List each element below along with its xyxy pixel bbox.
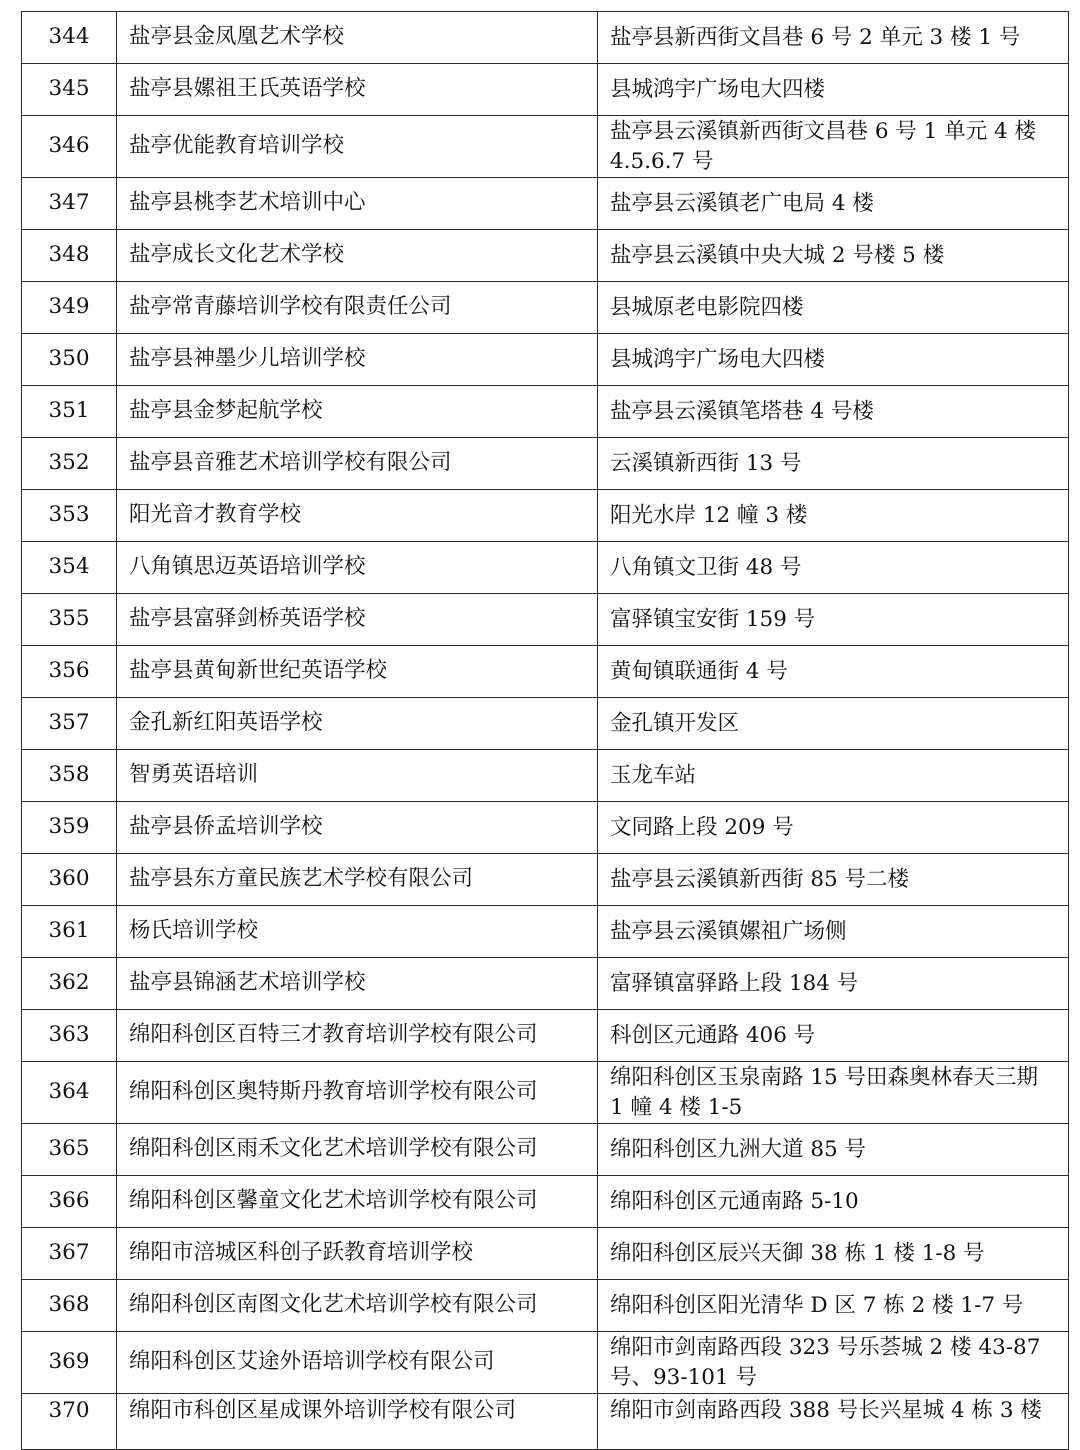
row-number-cell: 359: [22, 802, 117, 854]
address-cell: 金孔镇开发区: [598, 698, 1069, 750]
row-number-cell: 350: [22, 334, 117, 386]
table-row: [22, 1176, 1069, 1228]
school-name-cell: 盐亭县锦涵艺术培训学校: [117, 958, 598, 1010]
table-row: [22, 646, 1069, 698]
table-row: [22, 116, 1069, 178]
address-cell: 阳光水岸 12 幢 3 楼: [598, 490, 1069, 542]
school-name-cell: 绵阳科创区馨童文化艺术培训学校有限公司: [117, 1176, 598, 1228]
school-name-cell: 盐亭县黄甸新世纪英语学校: [117, 646, 598, 698]
address-cell: 盐亭县新西街文昌巷 6 号 2 单元 3 楼 1 号: [598, 12, 1069, 64]
table-row: [22, 64, 1069, 116]
school-name-cell: 盐亭县嫘祖王氏英语学校: [117, 64, 598, 116]
row-number-cell: 347: [22, 178, 117, 230]
table-row: [22, 1332, 1069, 1394]
table-row: [22, 542, 1069, 594]
table-row: [22, 1394, 1069, 1450]
address-cell: 盐亭县云溪镇中央大城 2 号楼 5 楼: [598, 230, 1069, 282]
row-number-cell: 360: [22, 854, 117, 906]
school-name-cell: 杨氏培训学校: [117, 906, 598, 958]
school-name-cell: 绵阳科创区艾途外语培训学校有限公司: [117, 1332, 598, 1394]
address-cell: 绵阳科创区辰兴天御 38 栋 1 楼 1-8 号: [598, 1228, 1069, 1280]
address-cell: 绵阳科创区元通南路 5-10: [598, 1176, 1069, 1228]
row-number-cell: 361: [22, 906, 117, 958]
table-row: [22, 1010, 1069, 1062]
table-row: [22, 854, 1069, 906]
address-cell: 八角镇文卫街 48 号: [598, 542, 1069, 594]
address-cell: 盐亭县云溪镇老广电局 4 楼: [598, 178, 1069, 230]
table-row: [22, 438, 1069, 490]
address-cell: 文同路上段 209 号: [598, 802, 1069, 854]
table-row: [22, 490, 1069, 542]
address-cell: 绵阳科创区九洲大道 85 号: [598, 1124, 1069, 1176]
address-cell: 绵阳科创区玉泉南路 15 号田森奥林春天三期 1 幢 4 楼 1-5: [598, 1062, 1069, 1124]
row-number-cell: 366: [22, 1176, 117, 1228]
address-cell: 县城原老电影院四楼: [598, 282, 1069, 334]
address-cell: 县城鸿宇广场电大四楼: [598, 64, 1069, 116]
address-cell: 绵阳市剑南路西段 388 号长兴星城 4 栋 3 楼: [598, 1394, 1069, 1450]
school-name-cell: 盐亭常青藤培训学校有限责任公司: [117, 282, 598, 334]
row-number-cell: 369: [22, 1332, 117, 1394]
row-number-cell: 356: [22, 646, 117, 698]
table-row: [22, 802, 1069, 854]
school-name-cell: 盐亭成长文化艺术学校: [117, 230, 598, 282]
school-name-cell: 盐亭县侨孟培训学校: [117, 802, 598, 854]
row-number-cell: 364: [22, 1062, 117, 1124]
table-row: [22, 230, 1069, 282]
school-name-cell: 绵阳科创区雨禾文化艺术培训学校有限公司: [117, 1124, 598, 1176]
school-name-cell: 绵阳科创区百特三才教育培训学校有限公司: [117, 1010, 598, 1062]
school-name-cell: 绵阳科创区南图文化艺术培训学校有限公司: [117, 1280, 598, 1332]
table-row: [22, 334, 1069, 386]
address-cell: 盐亭县云溪镇嫘祖广场侧: [598, 906, 1069, 958]
row-number-cell: 362: [22, 958, 117, 1010]
address-cell: 富驿镇宝安街 159 号: [598, 594, 1069, 646]
address-cell: 盐亭县云溪镇笔塔巷 4 号楼: [598, 386, 1069, 438]
address-cell: 盐亭县云溪镇新西街文昌巷 6 号 1 单元 4 楼 4.5.6.7 号: [598, 116, 1069, 178]
row-number-cell: 346: [22, 116, 117, 178]
row-number-cell: 344: [22, 12, 117, 64]
row-number-cell: 351: [22, 386, 117, 438]
school-name-cell: 盐亭县音雅艺术培训学校有限公司: [117, 438, 598, 490]
table-row: [22, 958, 1069, 1010]
table-row: [22, 12, 1069, 64]
row-number-cell: 357: [22, 698, 117, 750]
school-name-cell: 绵阳科创区奥特斯丹教育培训学校有限公司: [117, 1062, 598, 1124]
row-number-cell: 367: [22, 1228, 117, 1280]
row-number-cell: 353: [22, 490, 117, 542]
school-name-cell: 盐亭县神墨少儿培训学校: [117, 334, 598, 386]
school-name-cell: 盐亭县桃李艺术培训中心: [117, 178, 598, 230]
school-name-cell: 阳光音才教育学校: [117, 490, 598, 542]
row-number-cell: 355: [22, 594, 117, 646]
table-row: [22, 906, 1069, 958]
row-number-cell: 349: [22, 282, 117, 334]
row-number-cell: 368: [22, 1280, 117, 1332]
table-body: [22, 12, 1069, 1450]
address-cell: 县城鸿宇广场电大四楼: [598, 334, 1069, 386]
table-row: [22, 750, 1069, 802]
row-number-cell: 345: [22, 64, 117, 116]
table-row: [22, 178, 1069, 230]
row-number-cell: 352: [22, 438, 117, 490]
school-name-cell: 盐亭县金凤凰艺术学校: [117, 12, 598, 64]
table-row: [22, 1228, 1069, 1280]
address-cell: 盐亭县云溪镇新西街 85 号二楼: [598, 854, 1069, 906]
school-name-cell: 盐亭县富驿剑桥英语学校: [117, 594, 598, 646]
school-name-cell: 绵阳市涪城区科创子跃教育培训学校: [117, 1228, 598, 1280]
school-name-cell: 八角镇思迈英语培训学校: [117, 542, 598, 594]
address-cell: 云溪镇新西街 13 号: [598, 438, 1069, 490]
school-name-cell: 智勇英语培训: [117, 750, 598, 802]
table-row: [22, 1280, 1069, 1332]
school-name-cell: 盐亭县金梦起航学校: [117, 386, 598, 438]
row-number-cell: 354: [22, 542, 117, 594]
school-name-cell: 盐亭优能教育培训学校: [117, 116, 598, 178]
address-cell: 玉龙车站: [598, 750, 1069, 802]
table-row: [22, 698, 1069, 750]
row-number-cell: 370: [22, 1394, 117, 1450]
row-number-cell: 348: [22, 230, 117, 282]
row-number-cell: 358: [22, 750, 117, 802]
school-name-cell: 金孔新红阳英语学校: [117, 698, 598, 750]
address-cell: 富驿镇富驿路上段 184 号: [598, 958, 1069, 1010]
school-name-cell: 绵阳市科创区星成课外培训学校有限公司: [117, 1394, 598, 1450]
address-cell: 科创区元通路 406 号: [598, 1010, 1069, 1062]
address-cell: 绵阳科创区阳光清华 D 区 7 栋 2 楼 1-7 号: [598, 1280, 1069, 1332]
row-number-cell: 365: [22, 1124, 117, 1176]
address-cell: 绵阳市剑南路西段 323 号乐荟城 2 楼 43-87 号、93-101 号: [598, 1332, 1069, 1394]
table-row: [22, 1124, 1069, 1176]
row-number-cell: 363: [22, 1010, 117, 1062]
table-row: [22, 1062, 1069, 1124]
address-cell: 黄甸镇联通街 4 号: [598, 646, 1069, 698]
table-row: [22, 386, 1069, 438]
table-row: [22, 282, 1069, 334]
school-name-cell: 盐亭县东方童民族艺术学校有限公司: [117, 854, 598, 906]
school-list-table: [21, 11, 1069, 1450]
table-row: [22, 594, 1069, 646]
